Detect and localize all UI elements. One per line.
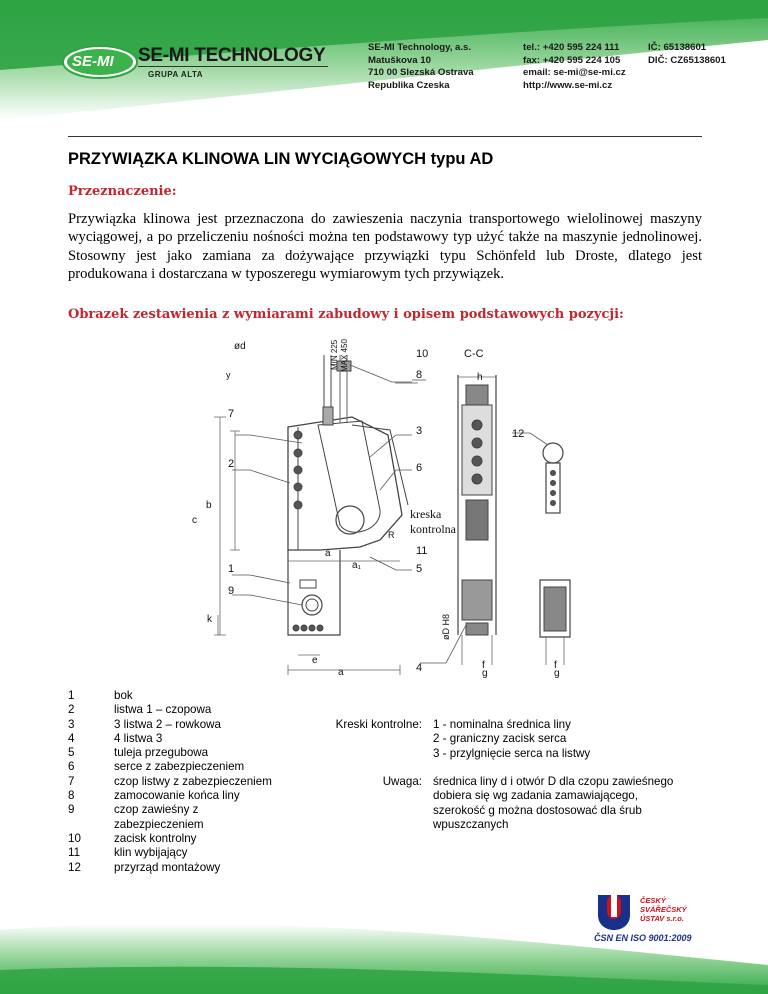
purpose-text: Przywiązka klinowa jest przeznaczona do zawieszenia naczynia transportowego wielolinowej maszyny wyciągowej, a po przeliczeniu nośności można ten podstawowy typ użyć także na maszynie jednolinowej. Stosowny jest jako zamiana za dożywające przywiązki typu Schönfeld lub Droste, dlatego jest produkowana i dostarczana w typoszeregu wymiarowym tych przywiązek. [68,211,702,283]
logo-underline [138,66,328,67]
dim-f2: f [554,660,557,671]
section-label: C-C [464,348,484,360]
callout-2: 2 [228,458,235,470]
technical-drawing [190,325,580,685]
dim-g2: g [554,668,560,679]
logo-mark: SE-MI [72,53,114,70]
footer-green-band [0,870,768,994]
dim-max450: MAX 450 [340,339,349,372]
list-item: 7 czop listwy z zabezpieczeniem [68,774,272,788]
list-item: 3 3 listwa 2 – rowkowa [68,717,221,731]
list-item: 2 listwa 1 – czopowa [68,703,212,717]
control-marks-list: 1 - nominalna średnica liny 2 - graniczny zacisk serca 3 - przylgnięcie serca na listwy [433,718,591,760]
dim-R: R [388,530,395,540]
company-address: SE-MI Technology, a.s. Matuškova 10 710 00 Slezská Ostrava Republika Czeska [368,42,474,91]
callout-4: 4 [416,662,423,674]
note-label: Uwaga: [382,775,422,788]
dim-a: a [338,667,344,678]
dim-d: ød [234,341,246,352]
logo-subtitle: GRUPA ALTA [148,70,204,79]
logo-title: SE-MI TECHNOLOGY [138,45,326,66]
callout-5: 5 [416,563,423,575]
dim-c: c [192,515,197,526]
control-marks-label: Kreski kontrolne: [335,718,422,731]
purpose-heading: Przeznaczenie: [68,184,177,199]
list-item: 10 zacisk kontrolny [68,831,197,845]
header-rule [68,136,702,137]
callout-7: 7 [228,408,235,420]
dim-e: e [312,655,318,666]
callout-8: 8 [416,369,423,381]
callout-10: 10 [416,348,429,360]
callout-3: 3 [416,425,423,437]
dim-k: k [207,614,212,625]
list-item: 1 bok [68,689,133,702]
list-item: 9 czop zawieśny z zabezpieczeniem [68,803,204,831]
parts-list [68,689,314,875]
dim-f: f [482,660,485,671]
iso-certificate: ČSN EN ISO 9001:2009 [594,933,692,943]
dim-min225: MIN 225 [330,339,339,370]
list-item: 5 tuleja przegubowa [68,746,209,760]
dim-a-half: a [325,548,331,559]
list-item: 8 zamocowanie końca liny [68,789,240,803]
dim-h: h [477,372,483,383]
csu-org-name: ČESKÝ SVÁŘEČSKÝ ÚSTAV s.r.o. [640,896,687,923]
dim-b: b [206,500,212,511]
document-title: PRZYWIĄZKA KLINOWA LIN WYCIĄGOWYCH typu AD [68,150,494,168]
dim-a1: a₁ [352,560,361,571]
kreska-label-2: kontrolna [410,522,456,536]
note-text: średnica liny d i otwór D dla czopu zawieśnego dobiera się wg zadania zamawiającego, szerokość g można dostosować dla śrub wpuszczanych [433,775,674,831]
dim-g: g [482,668,488,679]
callout-9: 9 [228,585,235,597]
dim-y: y [226,370,231,380]
company-ids: IČ: 65138601 DIČ: CZ65138601 [648,42,726,66]
callout-1: 1 [228,563,235,575]
figure-heading: Obrazek zestawienia z wymiarami zabudowy i opisem podstawowych pozycji: [68,307,624,322]
csu-logo-icon [594,893,634,931]
callout-6: 6 [416,462,423,474]
kreska-label-1: kreska [410,507,442,521]
list-item: 6 serce z zabezpieczeniem [68,760,245,774]
company-contact: tel.: +420 595 224 111 fax: +420 595 224 105 email: se-mi@se-mi.cz http://www.se-mi.cz [523,42,626,91]
list-item: 4 4 listwa 3 [68,731,163,745]
dim-D: øD H8 [441,613,451,640]
list-item: 11 klin wybijający [68,846,188,860]
callout-11: 11 [416,545,428,557]
list-item: 12 przyrząd montażowy [68,860,221,874]
callout-12: 12 [512,428,525,440]
company-logo [62,44,138,80]
